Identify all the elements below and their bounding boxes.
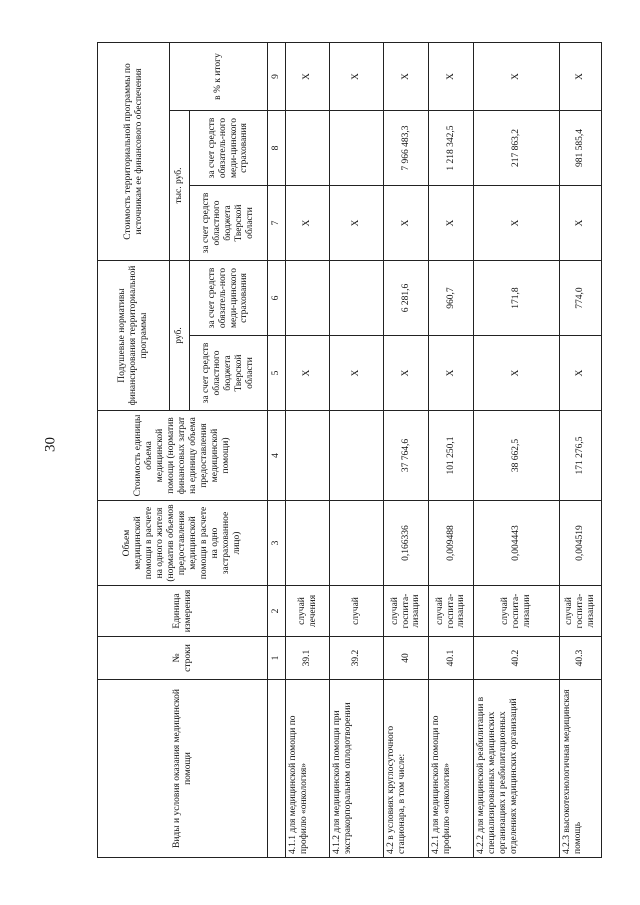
column-number: 8 [268, 111, 286, 186]
cell-norm-budget: X [560, 336, 602, 411]
cell-norm-oms: 774,0 [560, 261, 602, 336]
cell-unit-cost [286, 411, 330, 501]
rotated-table-wrapper [97, 43, 596, 858]
cell-unit-cost: 37 764,6 [384, 411, 429, 501]
cell-norm-budget: X [474, 336, 560, 411]
cell-unit: случай госпита-лизации [429, 586, 474, 637]
cell-norm-budget: X [384, 336, 429, 411]
cell-unit: случай [330, 586, 384, 637]
cell-cost-oms: 7 966 483,3 [384, 111, 429, 186]
cell-service-type: 4.1.2 для медицинской помощи при экстракорпоральном оплодотворении [330, 680, 384, 858]
cell-service-type: 4.2.1 для медицинской помощи по профилю «онкология» [429, 680, 474, 858]
column-number: 2 [268, 586, 286, 637]
header-unit-rub: руб. [170, 261, 190, 411]
column-number: 7 [268, 186, 286, 261]
cell-unit: случай лечения [286, 586, 330, 637]
cell-cost-oms [330, 111, 384, 186]
cell-unit-cost [330, 411, 384, 501]
cell-service-type: 4.2.2 для медицинской реабилитации в специализированных медицинских организациях и реабилитационных отделениях медицинских организаций [474, 680, 560, 858]
cell-unit-cost: 101 250,1 [429, 411, 474, 501]
header-program-cost: Стоимость территориальной программы по источникам ее финансового обеспечения [98, 43, 170, 261]
column-number: 6 [268, 261, 286, 336]
cell-cost-oms: 217 863,2 [474, 111, 560, 186]
cell-unit-cost: 171 276,5 [560, 411, 602, 501]
table-row [330, 43, 384, 858]
cell-cost-budget: X [330, 186, 384, 261]
table-row [429, 43, 474, 858]
cell-norm-budget: X [330, 336, 384, 411]
header-norm-oms: за счет средств обязатель-ного меди-цинского страхования [190, 261, 268, 336]
cell-row-number: 40 [384, 637, 429, 680]
cell-norm-oms: 171,8 [474, 261, 560, 336]
header-unit: Единица измерения [98, 586, 268, 637]
cell-norm-oms [330, 261, 384, 336]
cell-cost-oms [286, 111, 330, 186]
cell-volume: 0,166336 [384, 501, 429, 586]
cell-row-number: 39.1 [286, 637, 330, 680]
column-number: 9 [268, 43, 286, 111]
cell-cost-budget: X [474, 186, 560, 261]
table-row [560, 43, 602, 858]
header-row-number: № строки [98, 637, 268, 680]
column-number [268, 680, 286, 858]
cell-volume [286, 501, 330, 586]
cell-norm-budget: X [429, 336, 474, 411]
cell-cost-oms: 1 218 342,5 [429, 111, 474, 186]
header-cost-oms: за счет средств обязатель-ного меди-цинского страхования [190, 111, 268, 186]
cell-norm-budget: X [286, 336, 330, 411]
cell-percent: X [560, 43, 602, 111]
cell-percent: X [330, 43, 384, 111]
cell-row-number: 40.1 [429, 637, 474, 680]
table-row [474, 43, 560, 858]
table-row [286, 43, 330, 858]
column-number: 5 [268, 336, 286, 411]
cell-cost-budget: X [286, 186, 330, 261]
financing-table [97, 42, 602, 858]
column-number-row [268, 43, 286, 858]
cell-service-type: 4.2 в условиях круглосуточного стационара, в том числе: [384, 680, 429, 858]
header-volume: Объем медицинской помощи в расчете на одного жителя (норматив объемов предоставления медицинской помощи в расчете на одно застрахованное лицо) [98, 501, 268, 586]
cell-service-type: 4.1.1 для медицинской помощи по профилю «онкология» [286, 680, 330, 858]
cell-volume: 0,004519 [560, 501, 602, 586]
cell-percent: X [429, 43, 474, 111]
cell-cost-oms: 981 585,4 [560, 111, 602, 186]
cell-norm-oms: 6 281,6 [384, 261, 429, 336]
cell-row-number: 40.3 [560, 637, 602, 680]
cell-cost-budget: X [560, 186, 602, 261]
cell-row-number: 40.2 [474, 637, 560, 680]
page-number: 30 [42, 437, 59, 452]
column-number: 4 [268, 411, 286, 501]
cell-unit-cost: 38 662,5 [474, 411, 560, 501]
cell-percent: X [286, 43, 330, 111]
table-row [384, 43, 429, 858]
cell-unit: случай госпита-лизации [560, 586, 602, 637]
header-percent-of-total: в % к итогу [170, 43, 268, 111]
column-number: 3 [268, 501, 286, 586]
cell-volume [330, 501, 384, 586]
cell-volume: 0,009488 [429, 501, 474, 586]
cell-row-number: 39.2 [330, 637, 384, 680]
cell-percent: X [384, 43, 429, 111]
cell-cost-budget: X [429, 186, 474, 261]
column-number: 1 [268, 637, 286, 680]
cell-unit: случай госпита-лизации [384, 586, 429, 637]
cell-service-type: 4.2.3 высокотехнологичная медицинская помощь [560, 680, 602, 858]
cell-volume: 0,004443 [474, 501, 560, 586]
header-cost-budget: за счет средств областного бюджета Тверской области [190, 186, 268, 261]
cell-norm-oms [286, 261, 330, 336]
cell-cost-budget: X [384, 186, 429, 261]
header-per-capita-norms: Подушевые нормативы финансирования территориальной программы [98, 261, 170, 411]
cell-unit: случай госпита-лизации [474, 586, 560, 637]
header-norm-budget: за счет средств областного бюджета Тверской области [190, 336, 268, 411]
cell-percent: X [474, 43, 560, 111]
cell-norm-oms: 960,7 [429, 261, 474, 336]
header-service-type: Виды и условия оказания медицинской помощи [98, 680, 268, 858]
header-unit-cost: Стоимость единицы объема медицинской помощи (норматив финансовых затрат на единицу объема предоставления медицинской помощи) [98, 411, 268, 501]
header-unit-thousand-rub: тыс. руб. [170, 111, 190, 261]
